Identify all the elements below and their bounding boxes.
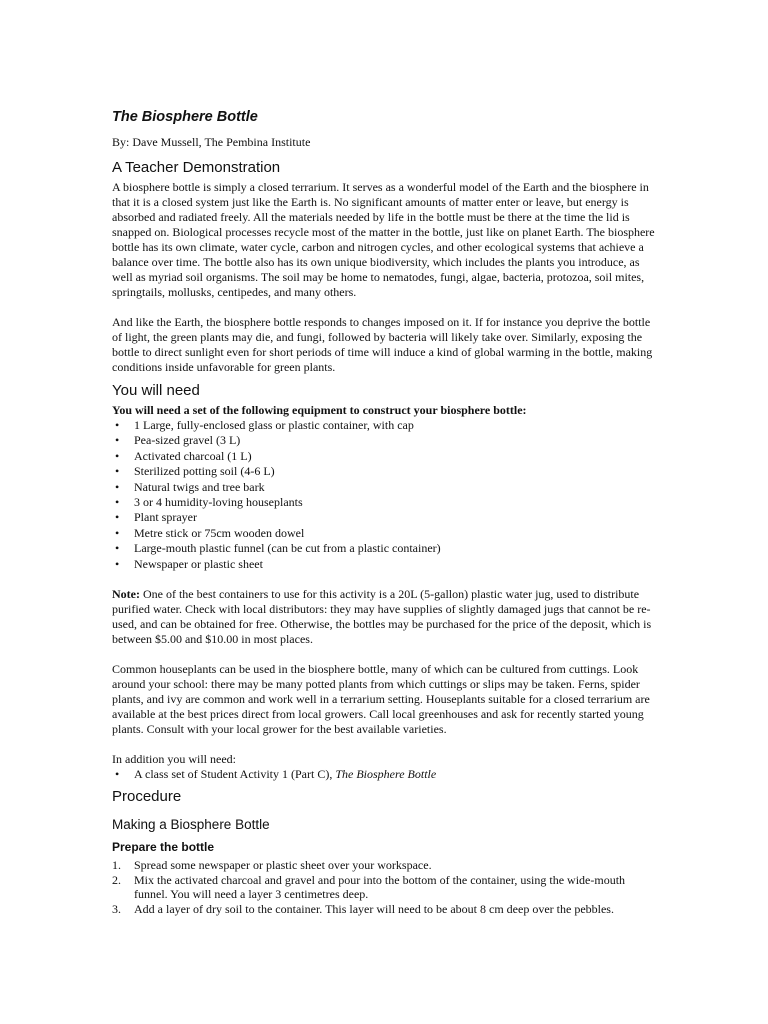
list-item: • 3 or 4 humidity-loving houseplants xyxy=(115,495,303,510)
note-label: Note: xyxy=(112,587,140,602)
document-title: The Biosphere Bottle xyxy=(112,109,258,125)
list-item: • Pea-sized gravel (3 L) xyxy=(115,433,241,448)
paragraph-earth-changes: And like the Earth, the biosphere bottle responds to changes imposed on it. If for instance you deprive the bottle of light, the green plants may die, and fungi, followed by bacteria will likely take over. Similarly, exposing the bottle to direct sunlight even for short periods of time will induce a kind of global warming in the bottle, making conditions inside unfavorable for green plants. xyxy=(112,315,653,374)
subheading-making-bottle: Making a Biosphere Bottle xyxy=(112,817,270,833)
list-item: • Natural twigs and tree bark xyxy=(115,479,265,494)
list-item: • Large-mouth plastic funnel (can be cut from a plastic container) xyxy=(115,541,441,556)
section-heading-procedure: Procedure xyxy=(112,788,182,806)
list-item: 3. Add a layer of dry soil to the container. This layer will need to be about 8 cm deep over the pebbles. xyxy=(112,901,614,916)
bullet-icon: • xyxy=(115,433,120,448)
paragraph-houseplants: Common houseplants can be used in the biosphere bottle, many of which can be cultured from cuttings. Look around your school: there may be many potted plants from which cuttings or slips may be taken. Ferns, spider plants, and ivy are common and work well in a terrarium setting. Houseplants suitable for a closed terrarium are available at the best prices direct from local growers. Call local greenhouses and ask for recently started young plants. Consult with your local grower for the best available varieties. xyxy=(112,662,650,737)
bullet-icon: • xyxy=(115,525,120,540)
step-number: 1. xyxy=(112,858,121,873)
section-heading-you-will-need: You will need xyxy=(112,382,200,399)
addition-list xyxy=(112,767,657,782)
step-number: 2. xyxy=(112,872,121,887)
activity-title: The Biosphere Bottle xyxy=(335,767,437,782)
list-item: • Plant sprayer xyxy=(115,510,197,525)
equipment-lead: You will need a set of the following equipment to construct your biosphere bottle: xyxy=(112,403,527,417)
list-item: • Activated charcoal (1 L) xyxy=(115,448,252,463)
list-item: 2. Mix the activated charcoal and gravel and pour into the bottom of the container, using the wide-mouth funnel. You will need a layer 3 centimetres deep. xyxy=(112,872,626,902)
bullet-icon: • xyxy=(115,464,120,479)
byline: By: Dave Mussell, The Pembina Institute xyxy=(112,135,311,149)
bullet-icon: • xyxy=(115,767,120,782)
list-item: • Newspaper or plastic sheet xyxy=(115,556,263,571)
list-item: • 1 Large, fully-enclosed glass or plastic container, with cap xyxy=(115,418,414,432)
list-item: 1. Spread some newspaper or plastic sheet over your workspace. xyxy=(112,858,432,873)
bullet-icon: • xyxy=(115,510,120,525)
bullet-icon: • xyxy=(115,448,120,463)
step-number: 3. xyxy=(112,901,121,916)
paragraph-in-addition: In addition you will need: xyxy=(112,752,236,767)
bullet-icon: • xyxy=(115,556,120,571)
step-heading-prepare: Prepare the bottle xyxy=(112,840,215,855)
procedure-steps xyxy=(112,858,657,916)
bullet-icon: • xyxy=(115,418,120,432)
bullet-icon: • xyxy=(115,541,120,556)
document-page xyxy=(112,108,657,916)
list-item: • Sterilized potting soil (4-6 L) xyxy=(115,464,275,479)
list-item: • Metre stick or 75cm wooden dowel xyxy=(115,525,305,540)
paragraph-biosphere-intro: A biosphere bottle is simply a closed terrarium. It serves as a wonderful model of the Earth and the biosphere in that it is a closed system just like the Earth is. No significant amounts of matter enter or leave, but energy is absorbed and radiated freely. All the materials needed by life in the bottle must be there at the time the lid is snapped on. Biological processes recycle most of the matter in the bottle, just like on planet Earth. The biosphere bottle has its own climate, water cycle, carbon and nitrogen cycles, and other ecological systems that achieve a balance over time. The bottle also has its own unique biodiversity, which includes the plants you introduce, as well as myriad soil organisms. The soil may be home to nematodes, fungi, algae, bacteria, protozoa, soil mites, springtails, mollusks, centipedes, and many others. xyxy=(112,180,655,299)
note-paragraph xyxy=(112,587,657,647)
note-text: One of the best containers to use for this activity is a 20L (5-gallon) plastic water jug, used to distribute purified water. Check with local distributors: they may have supplies of slightly damaged jugs that cannot be re-used, and can be obtained for free. Otherwise, the bottles may be purchased for the price of the deposit, which is between $5.00 and $10.00 in most places. xyxy=(112,587,652,647)
section-heading-teacher-demonstration: A Teacher Demonstration xyxy=(112,159,281,176)
bullet-icon: • xyxy=(115,495,120,510)
bullet-icon: • xyxy=(115,479,120,494)
list-item: • A class set of Student Activity 1 (Part C), The Biosphere Bottle xyxy=(115,767,437,782)
equipment-list xyxy=(112,418,657,572)
